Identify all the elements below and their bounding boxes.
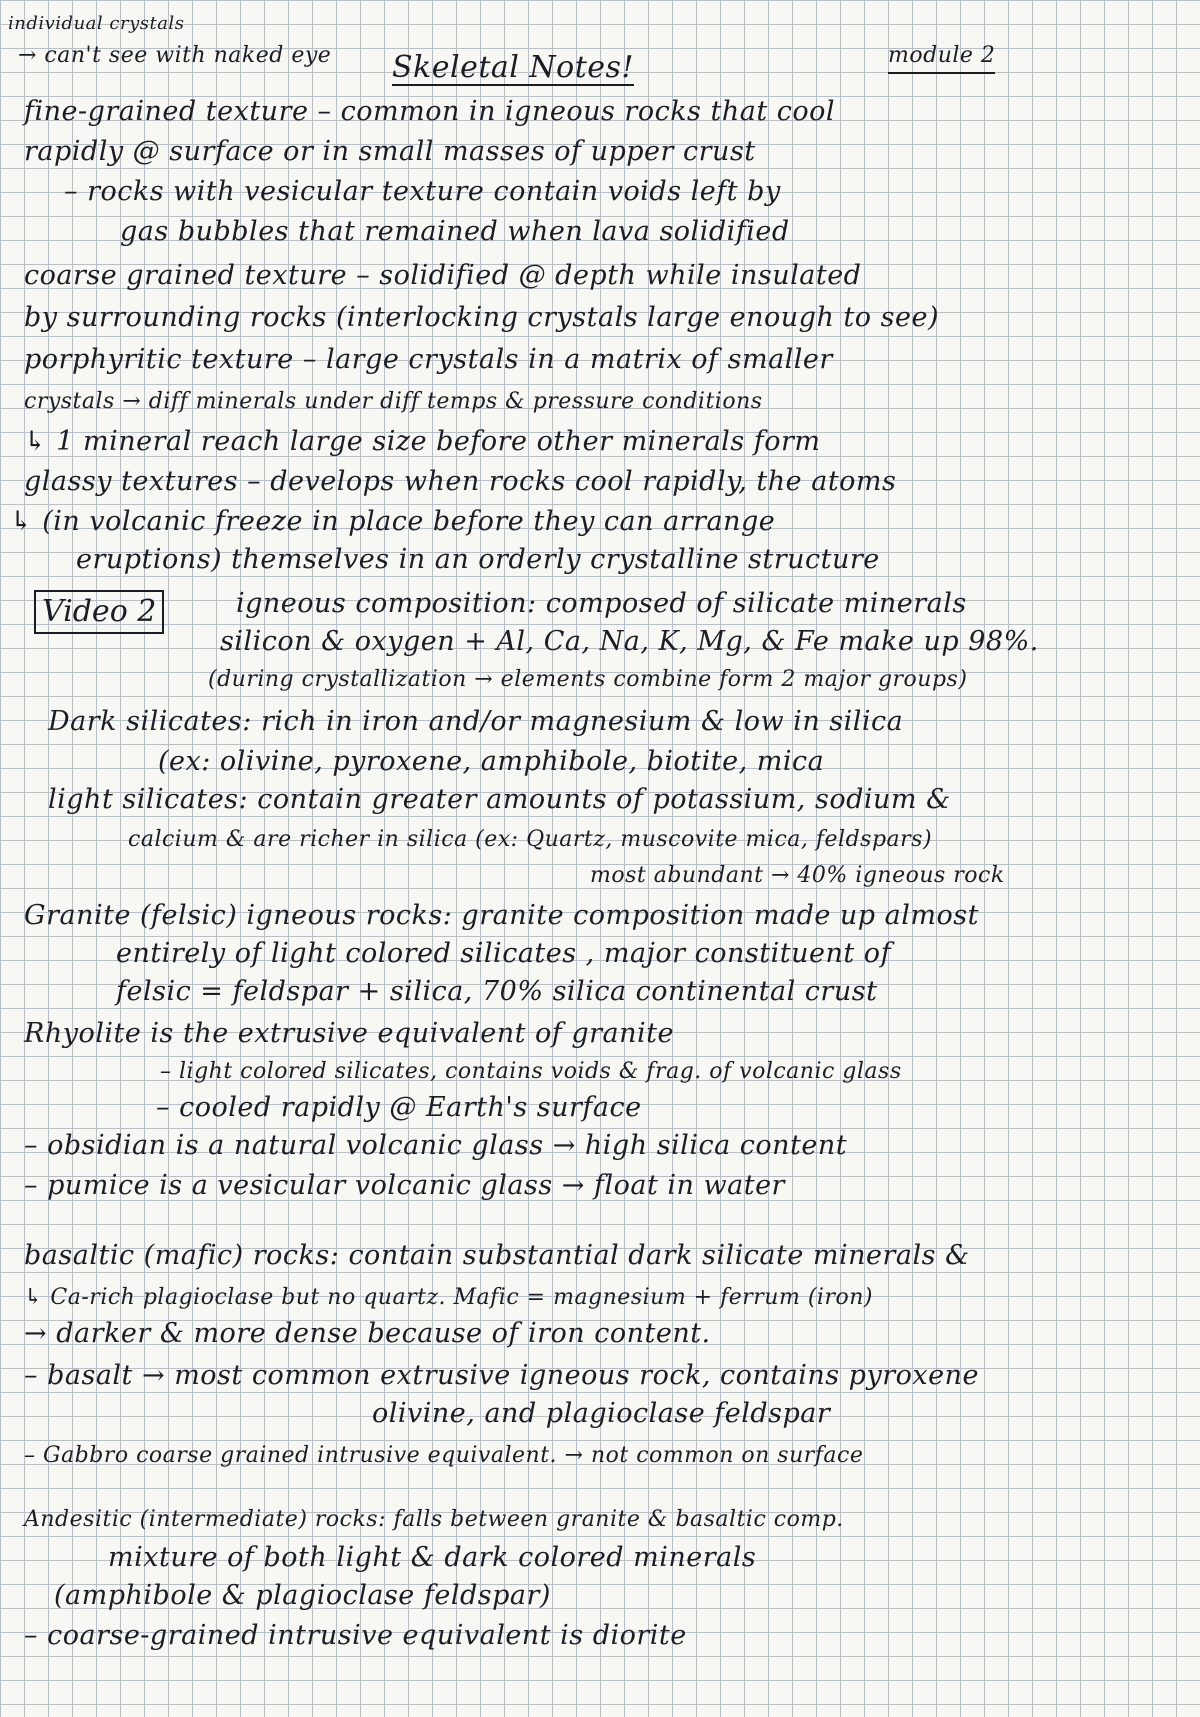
note-line: Rhyolite is the extrusive equivalent of granite xyxy=(24,1018,674,1049)
note-line: light silicates: contain greater amounts of potassium, sodium & xyxy=(48,784,951,815)
note-line: – light colored silicates, contains voids & frag. of volcanic glass xyxy=(160,1059,902,1084)
note-line: by surrounding rocks (interlocking crystals large enough to see) xyxy=(24,302,939,333)
note-line: eruptions) themselves in an orderly crystalline structure xyxy=(76,544,880,575)
note-line: silicon & oxygen + Al, Ca, Na, K, Mg, & Fe make up 98%. xyxy=(220,626,1039,657)
note-line: – Gabbro coarse grained intrusive equivalent. → not common on surface xyxy=(24,1443,864,1468)
note-line: – rocks with vesicular texture contain voids left by xyxy=(64,176,781,207)
note-line: (amphibole & plagioclase feldspar) xyxy=(54,1580,551,1611)
note-line: crystals → diff minerals under diff temps & pressure conditions xyxy=(24,389,763,414)
note-line: ↳ 1 mineral reach large size before other minerals form xyxy=(24,426,821,457)
corner-note: → can't see with naked eye xyxy=(18,43,332,68)
note-line: – pumice is a vesicular volcanic glass → float in water xyxy=(24,1170,785,1201)
note-line: gas bubbles that remained when lava solidified xyxy=(120,216,790,247)
note-line: porphyritic texture – large crystals in a matrix of smaller xyxy=(24,344,833,375)
note-line: fine-grained texture – common in igneous rocks that cool xyxy=(24,96,836,127)
note-line: olivine, and plagioclase feldspar xyxy=(372,1398,831,1429)
note-line: ↳ (in volcanic freeze in place before they can arrange xyxy=(10,506,776,537)
note-line: entirely of light colored silicates , major constituent of xyxy=(116,938,892,969)
note-line: Dark silicates: rich in iron and/or magnesium & low in silica xyxy=(48,706,904,737)
note-line: (ex: olivine, pyroxene, amphibole, biotite, mica xyxy=(158,746,825,777)
note-line: felsic = feldspar + silica, 70% silica continental crust xyxy=(116,976,878,1007)
note-line: basaltic (mafic) rocks: contain substantial dark silicate minerals & xyxy=(24,1240,970,1271)
note-line: ↳ Ca-rich plagioclase but no quartz. Mafic = magnesium + ferrum (iron) xyxy=(24,1285,873,1310)
note-line: most abundant → 40% igneous rock xyxy=(590,863,1005,888)
note-line: → darker & more dense because of iron content. xyxy=(24,1318,711,1349)
note-line: mixture of both light & dark colored minerals xyxy=(108,1542,757,1573)
note-line: calcium & are richer in silica (ex: Quartz, muscovite mica, feldspars) xyxy=(128,827,933,852)
note-line: – obsidian is a natural volcanic glass → high silica content xyxy=(24,1130,848,1161)
note-line: coarse grained texture – solidified @ depth while insulated xyxy=(24,260,862,291)
note-line: rapidly @ surface or in small masses of upper crust xyxy=(24,136,756,167)
note-line: Andesitic (intermediate) rocks: falls between granite & basaltic comp. xyxy=(24,1507,844,1532)
note-line: – coarse-grained intrusive equivalent is diorite xyxy=(24,1620,687,1651)
page-title: Skeletal Notes! xyxy=(392,50,634,85)
note-line: Granite (felsic) igneous rocks: granite composition made up almost xyxy=(24,900,979,931)
module-label: module 2 xyxy=(888,40,995,74)
note-line: – cooled rapidly @ Earth's surface xyxy=(156,1092,642,1123)
video-section-label: Video 2 xyxy=(34,590,164,634)
note-line: glassy textures – develops when rocks cool rapidly, the atoms xyxy=(24,466,897,497)
note-line: – basalt → most common extrusive igneous rock, contains pyroxene xyxy=(24,1360,979,1391)
note-line: igneous composition: composed of silicate minerals xyxy=(236,588,967,619)
note-line: (during crystallization → elements combine form 2 major groups) xyxy=(208,667,968,692)
corner-note: individual crystals xyxy=(8,13,185,34)
